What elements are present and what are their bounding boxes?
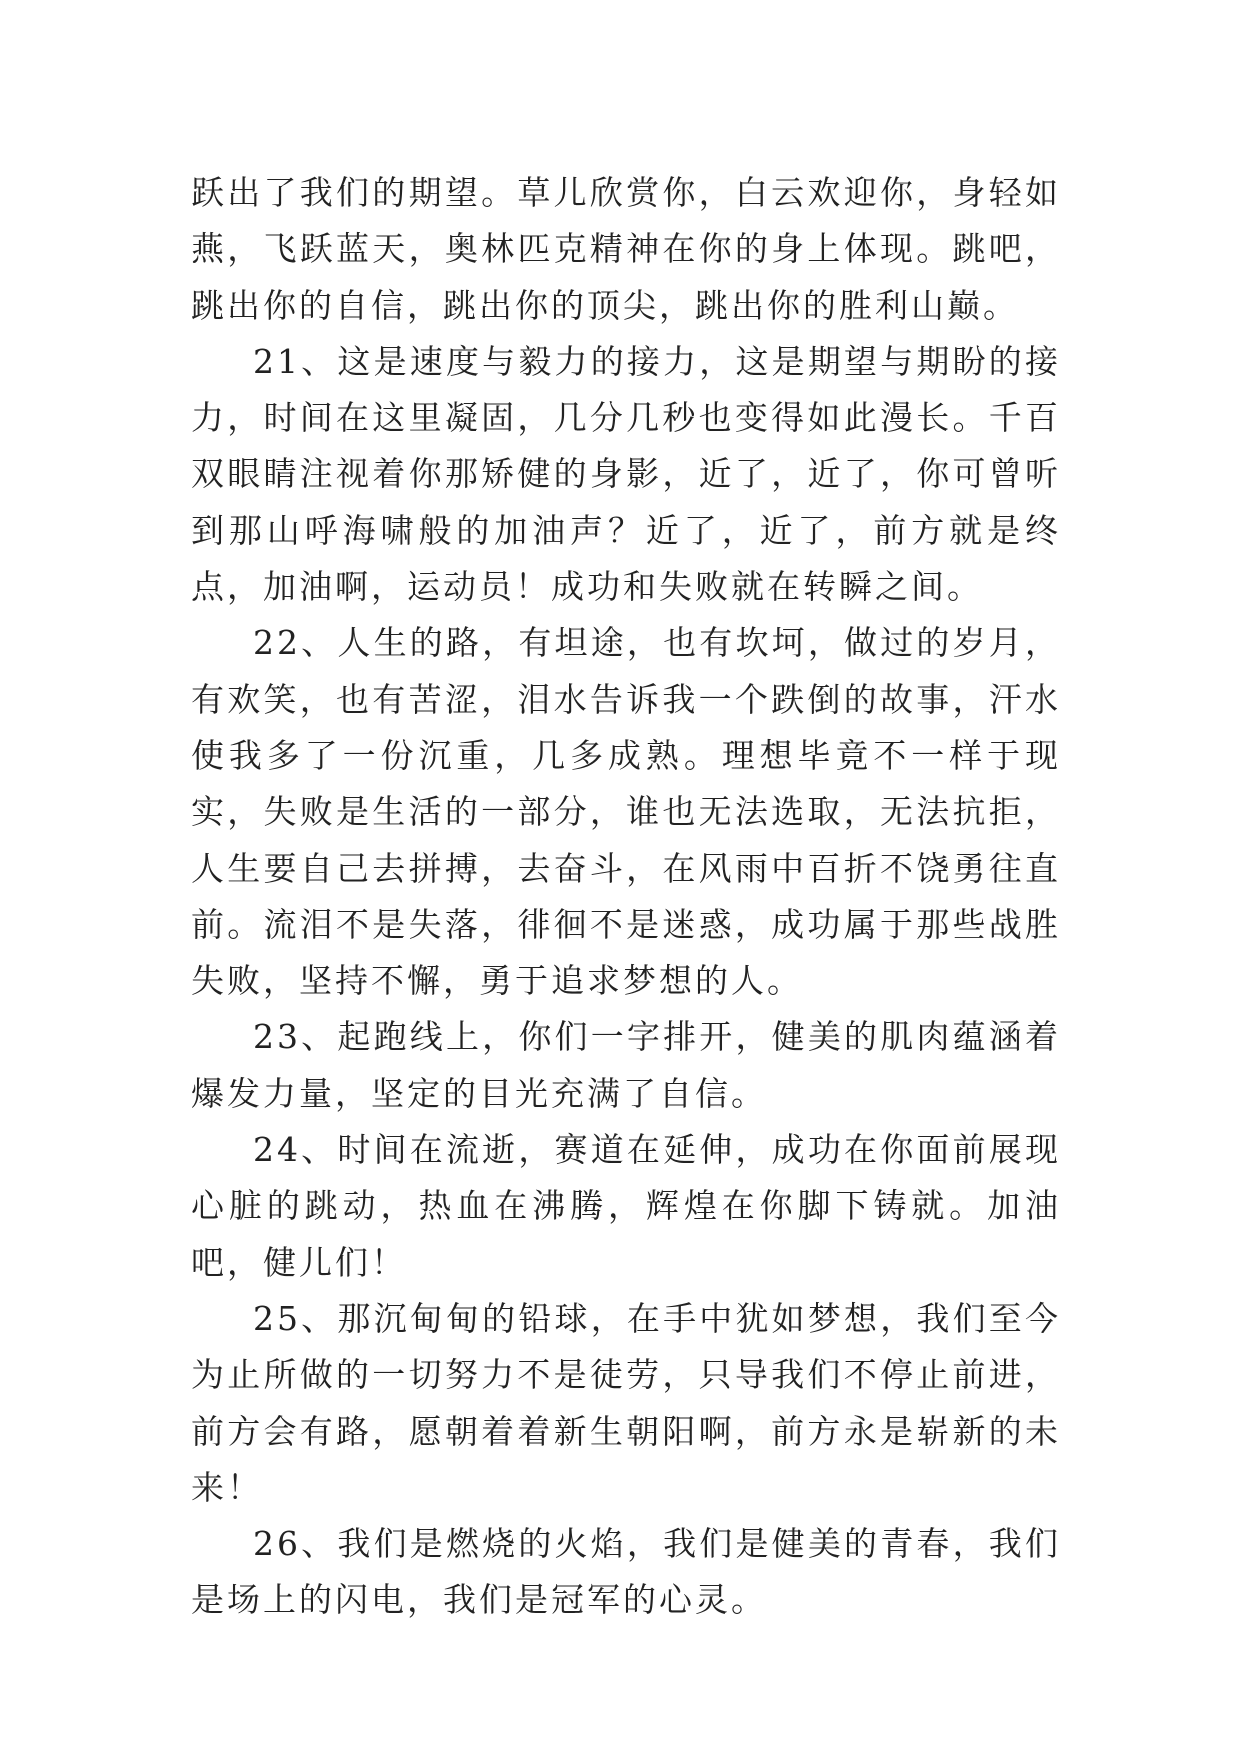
paragraph-24: 24、时间在流逝，赛道在延伸，成功在你面前展现心脏的跳动，热血在沸腾，辉煌在你脚下铸就。加油吧，健儿们！: [191, 1130, 1061, 1282]
document-body: [191, 165, 1061, 1629]
paragraph-21: 21、这是速度与毅力的接力，这是期望与期盼的接力，时间在这里凝固，几分几秒也变得如此漫长。千百双眼睛注视着你那矫健的身影，近了，近了，你可曾听到那山呼海啸般的加油声？近了，近了，前方就是终点，加油啊，运动员！成功和失败就在转瞬之间。: [191, 341, 1061, 607]
paragraph-26: 26、我们是燃烧的火焰，我们是健美的青春，我们是场上的闪电，我们是冠军的心灵。: [191, 1524, 1061, 1620]
paragraph-continuation: 跃出了我们的期望。草儿欣赏你，白云欢迎你，身轻如燕，飞跃蓝天，奥林匹克精神在你的身上体现。跳吧，跳出你的自信，跳出你的顶尖，跳出你的胜利山巅。: [191, 173, 1061, 325]
paragraph-22: 22、人生的路，有坦途，也有坎坷，做过的岁月，有欢笑，也有苦涩，泪水告诉我一个跌倒的故事，汗水使我多了一份沉重，几多成熟。理想毕竟不一样于现实，失败是生活的一部分，谁也无法选取，无法抗拒，人生要自己去拼搏，去奋斗，在风雨中百折不饶勇往直前。流泪不是失落，徘徊不是迷惑，成功属于那些战胜失败，坚持不懈，勇于追求梦想的人。: [191, 623, 1061, 1001]
paragraph-23: 23、起跑线上，你们一字排开，健美的肌肉蕴涵着爆发力量，坚定的目光充满了自信。: [191, 1017, 1061, 1113]
paragraph-25: 25、那沉甸甸的铅球，在手中犹如梦想，我们至今为止所做的一切努力不是徒劳，只导我们不停止前进，前方会有路，愿朝着着新生朝阳啊，前方永是崭新的未来！: [191, 1298, 1061, 1507]
